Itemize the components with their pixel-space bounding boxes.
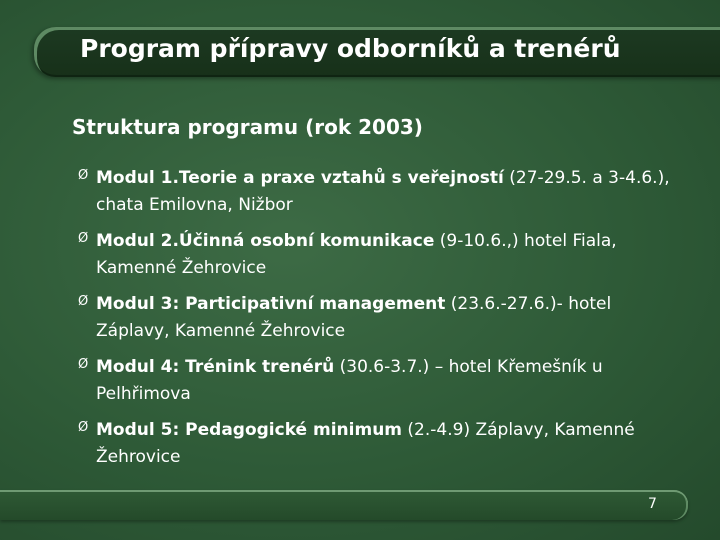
slide-subtitle: Struktura programu (rok 2003) [72,115,423,139]
bullet-item [78,228,678,291]
bullet-text [96,354,676,408]
bullet-text [96,165,676,219]
arrow-bullet-icon: Ø [78,168,89,183]
bullet-text [96,291,676,345]
arrow-bullet-icon: Ø [78,420,89,435]
arrow-bullet-icon: Ø [78,231,89,246]
bullet-label: Modul 3: Participativní management [96,294,446,314]
bullet-label: Modul 4: Trénink trenérů [96,357,335,377]
bullet-detail: (27-29.5. a 3-4.6.), chata Emilovna, Nižbor [96,168,670,215]
bullet-detail: (9-10.6.,) hotel Fiala, Kamenné Žehrovice [96,231,617,278]
page-number: 7 [648,496,657,512]
bullet-text [96,417,676,471]
arrow-bullet-icon: Ø [78,357,89,372]
bullet-label: Modul 1.Teorie a praxe vztahů s veřejností [96,168,504,188]
bullet-label: Modul 5: Pedagogické minimum [96,420,403,440]
bullet-list [78,165,678,480]
bullet-detail: (30.6-3.7.) – hotel Křemešník u Pelhřimova [96,357,603,404]
bullet-detail: (23.6.-27.6.)- hotel Záplavy, Kamenné Žehrovice [96,294,612,341]
bullet-item [78,291,678,354]
footer-bar [0,490,688,520]
bullet-item [78,417,678,480]
slide-title: Program přípravy odborníků a trenérů [80,34,621,63]
bullet-detail: (2.-4.9) Záplavy, Kamenné Žehrovice [96,420,635,467]
bullet-item [78,354,678,417]
bullet-text [96,228,676,282]
bullet-label: Modul 2.Účinná osobní komunikace [96,231,435,251]
arrow-bullet-icon: Ø [78,294,89,309]
bullet-item [78,165,678,228]
